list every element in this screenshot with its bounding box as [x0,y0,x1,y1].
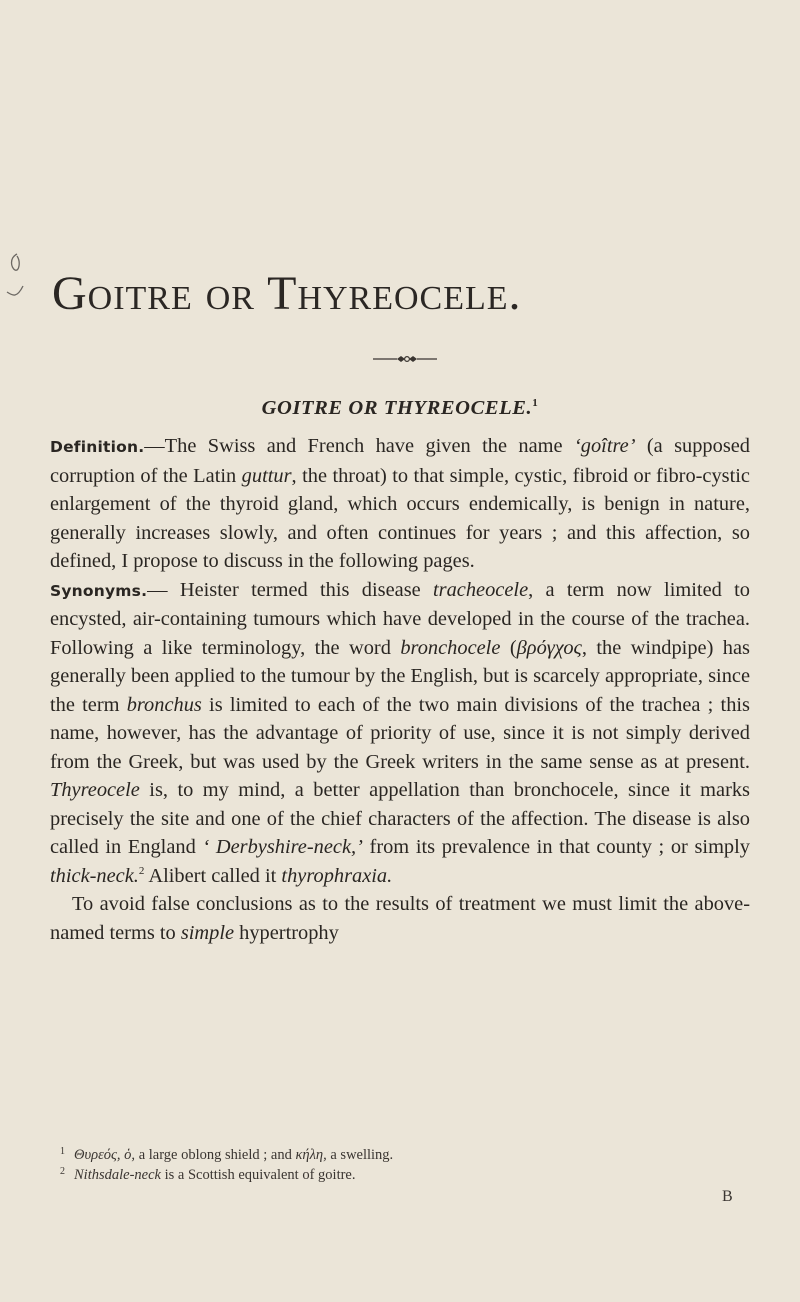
italic-run: tracheocele [433,578,529,601]
greek-run: Θυρεός, ὁ, [74,1147,136,1163]
italic-run: Thyreocele [50,779,140,801]
definition-paragraph [50,432,750,576]
closing-paragraph [50,890,750,947]
footnotes [50,1145,750,1185]
italic-run: guttur [241,464,292,487]
text-run: ( [500,636,517,659]
synonyms-heading: Synonyms. [50,581,148,600]
footnote-mark: 1 [60,1146,65,1157]
italic-run: simple [180,921,235,944]
text-run: To avoid false conclusions as to the results of treatment we must limit the above-named terms to [50,893,750,944]
body-text [50,432,750,947]
italic-run: bronchus [126,693,202,716]
text-run: —The Swiss and French have given the name [144,435,574,457]
italic-run: Nithsdale-neck [74,1167,161,1183]
text-run: , a term now limited to encysted, air-containing tumours which have developed in the course of the trachea. Following a like terminology, the word [50,578,751,659]
text-run: a swelling. [326,1147,394,1163]
synonyms-paragraph [50,576,750,891]
text-run: a large oblong shield ; and [135,1147,296,1163]
text-run: Alibert called it [144,864,282,887]
text-run: from its prevalence in that county ; or simply [362,836,750,858]
text-run: is limited to each of the two main divisions of the trachea ; this name, however, has the advantage of priority of use, since it is not simply derived from the Greek, but was used by the Greek writers in the same sense as at present. [50,693,750,773]
italic-run: bronchocele [400,636,501,659]
footnote-ref: 1 [532,397,539,410]
footnote-2 [50,1165,750,1185]
text-run: is a Scottish equivalent of goitre. [160,1167,356,1183]
text-run: is, to my mind, a better appellation than bronchocele, since it marks precisely the site and one of the chief characters of the affection. The disease is also called in England [50,779,750,858]
text-run: , the throat) to that simple, cystic, fibroid or fibro-cystic enlargement of the thyroid gland, which occurs endemically, is benign in nature, generally increases slowly, and often continues for years ; and this affection, so defined, I propose to discuss in the following pages. [50,464,750,572]
footnote-ref: 2 [138,864,145,877]
pencil-mark-icon [3,252,29,304]
text-run: , the windpipe) has generally been applied to the tumour by the English, but is scarcely appropriate, since the term [50,636,750,716]
text-run: — Heister termed this disease [147,578,434,601]
definition-heading: Definition. [50,438,145,456]
footnote-mark: 2 [60,1166,65,1177]
italic-run: ‘goître’ [573,435,636,457]
italic-run: thyrophraxia. [281,864,393,887]
ornament-divider-icon [373,354,437,364]
italic-run: ‘ Derbyshire-neck,’ [202,836,363,858]
greek-run: κήλη, [295,1147,327,1163]
signature-mark: B [722,1188,733,1205]
text-run: (a supposed corruption of the Latin [50,435,751,487]
italic-run: thick-neck. [50,864,139,887]
greek-run: βρόγχος [516,636,582,659]
section-title-text: GOITRE OR THYREOCELE. [261,397,533,419]
text-run: hypertrophy [234,921,339,944]
footnote-1 [50,1145,750,1165]
section-title [0,397,800,420]
page-title: Goitre or Thyreocele. [52,267,522,320]
